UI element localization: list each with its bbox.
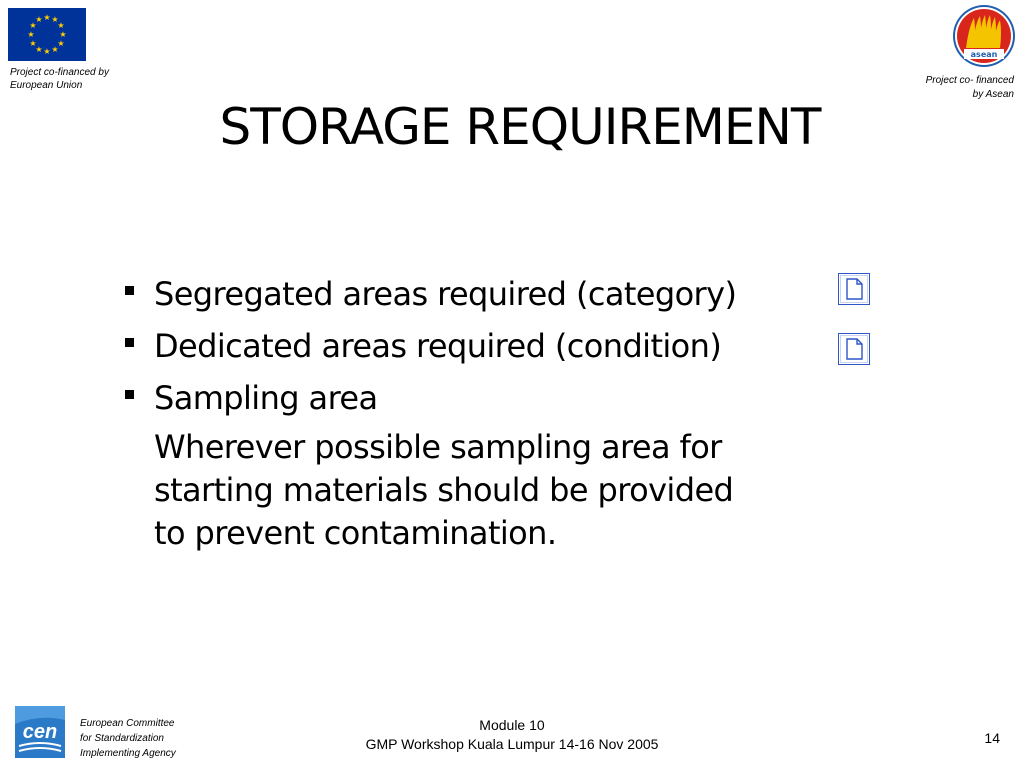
svg-text:★: ★: [27, 30, 35, 39]
square-bullet-icon: [125, 286, 134, 295]
workshop-label: GMP Workshop Kuala Lumpur 14-16 Nov 2005: [365, 736, 659, 752]
svg-text:★: ★: [43, 47, 51, 56]
sampling-area-description: Wherever possible sampling area for starting materials should be provided to prevent contamination.: [154, 428, 734, 552]
cen-logo-icon: [15, 706, 65, 758]
svg-text:★: ★: [43, 13, 51, 22]
svg-text:★: ★: [29, 39, 37, 48]
square-bullet-icon: [125, 390, 134, 399]
svg-text:★: ★: [35, 45, 43, 54]
bullet-item: Segregated areas required (category): [122, 268, 842, 320]
slide-title: STORAGE REQUIREMENT: [219, 98, 821, 156]
eu-flag-icon: [8, 8, 86, 61]
bullet-list: [122, 268, 842, 424]
square-bullet-icon: [125, 338, 134, 347]
svg-text:★: ★: [35, 15, 43, 24]
asean-cofinance-caption: Project co- financed by Asean: [925, 75, 1014, 100]
document-icon[interactable]: [838, 273, 870, 305]
svg-text:★: ★: [51, 15, 59, 24]
bullet-item: Dedicated areas required (condition): [122, 320, 842, 372]
svg-text:★: ★: [29, 21, 37, 30]
footer-module-info: [312, 716, 712, 754]
eu-cofinance-caption: Project co-financed by European Union: [10, 67, 109, 91]
svg-text:★: ★: [57, 21, 65, 30]
svg-text:★: ★: [57, 39, 65, 48]
asean-logo-text: asean: [970, 50, 998, 59]
asean-logo-icon: [952, 4, 1016, 68]
document-icon[interactable]: [838, 333, 870, 365]
page-number: 14: [984, 730, 1000, 746]
svg-text:★: ★: [59, 30, 67, 39]
svg-text:★: ★: [51, 45, 59, 54]
module-label: Module 10: [479, 717, 545, 733]
bullet-item: Sampling area: [122, 372, 842, 424]
cen-logo-text: cen: [22, 721, 58, 743]
cen-agency-caption: European Committee for Standardization Implementing Agency: [80, 718, 176, 759]
